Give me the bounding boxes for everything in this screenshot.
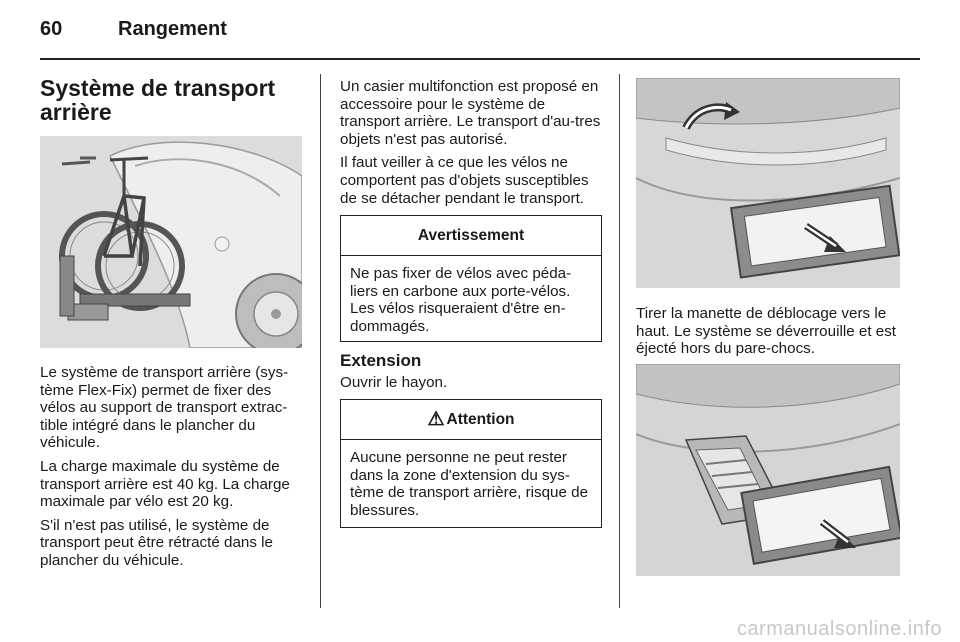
attention-title: Attention	[446, 410, 515, 428]
warning-title: Avertissement	[341, 216, 601, 256]
col2-paragraph-2: Il faut veiller à ce que les vélos ne comportent pas d'objets susceptibles de se détacher pendant le transport.	[340, 154, 589, 207]
extension-text: Ouvrir le hayon.	[340, 374, 448, 391]
warning-box	[340, 215, 602, 342]
col2-paragraph-1: Un casier multifonction est proposé en accessoire pour le système de transport arrière. Le transport d'au-tres objets n'est pas autorisé.	[340, 78, 601, 148]
attention-box	[340, 399, 602, 528]
release-handle-illustration	[636, 78, 900, 288]
watermark: carmanualsonline.info	[736, 618, 942, 640]
col1-paragraph-3: S'il n'est pas utilisé, le système de transport peut être rétracté dans le plancher du véhicule.	[40, 516, 274, 569]
carrier-ejected-illustration	[636, 364, 900, 576]
attention-header	[341, 400, 601, 440]
warning-text: Ne pas fixer de vélos avec péda-liers en carbone aux porte-vélos. Les vélos risqueraient d'être en-dommagés.	[350, 265, 572, 335]
col1-text	[40, 364, 308, 576]
bike-carrier-illustration	[40, 136, 302, 348]
col1-paragraph-2: La charge maximale du système de transport arrière est 40 kg. La charge maximale par vélo est 20 kg.	[40, 457, 290, 511]
column-divider-1	[320, 74, 321, 608]
header-rule	[40, 58, 920, 60]
col3-caption: Tirer la manette de déblocage vers le haut. Le système se déverrouille et est éjecté hors du pare-chocs.	[636, 305, 897, 358]
page-header-title: Rangement	[118, 18, 227, 40]
warning-triangle-icon: ⚠	[427, 409, 445, 430]
col1-paragraph-1: Le système de transport arrière (sys-tème Flex-Fix) permet de fixer des vélos au support de transport extrac-tible intégré dans le plancher du véhicule.	[40, 364, 289, 452]
column-divider-2	[619, 74, 620, 608]
attention-text: Aucune personne ne peut rester dans la zone d'extension du sys-tème de transport arrière, risque de blessures.	[350, 449, 589, 519]
section-title: Système de transport arrière	[40, 75, 276, 125]
extension-heading: Extension	[340, 351, 422, 370]
page-number: 60	[40, 18, 63, 40]
col2-text	[340, 78, 608, 213]
